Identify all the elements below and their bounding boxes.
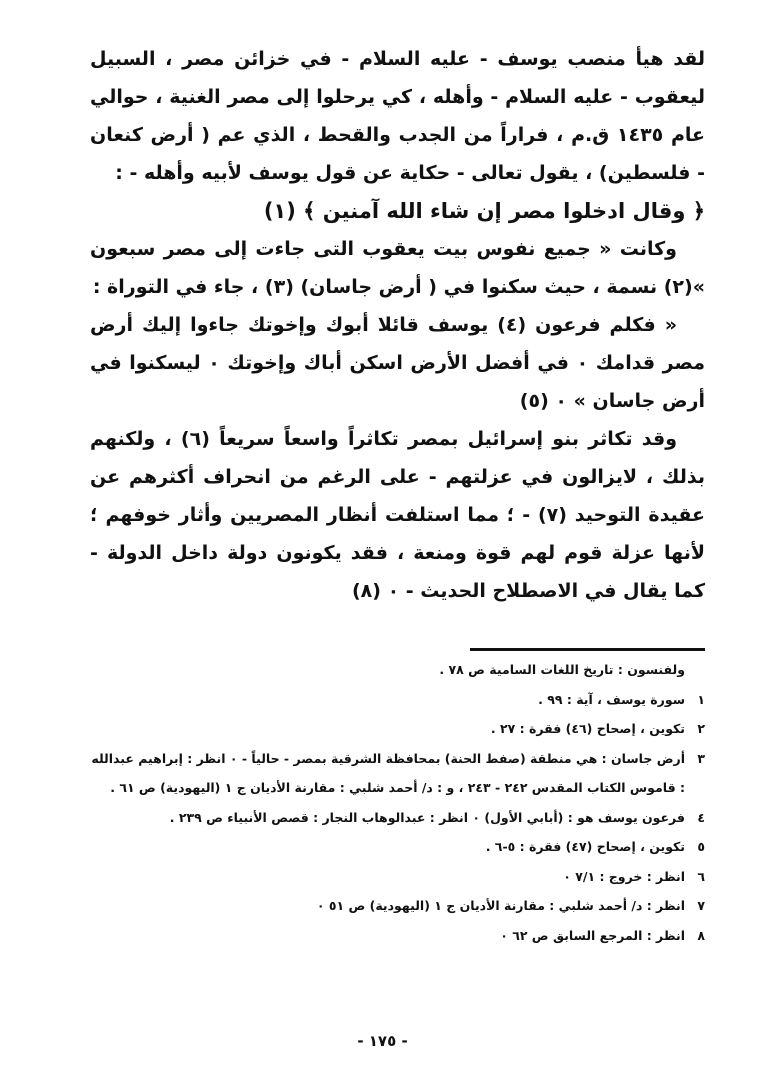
- footnote-item: [90, 832, 705, 862]
- paragraph-4: وقد تكاثر بنو إسرائيل بمصر تكاثراً واسعاً سريعاً (٦) ، ولكنهم بذلك ، لايزالون في عزلتهم - على الرغم من انحراف أكثرهم عن عقيدة التوحيد (٧) - ؛ مما استلفت أنظار المصريين وأثار خوفهم ؛ لأنها عزلة قوم لهم قوة ومنعة ، فقد يكونون دولة داخل الدولة - كما يقال في الاصطلاح الحديث - ٠ (٨): [90, 428, 705, 602]
- page-number: - ١٧٥ -: [357, 1032, 408, 1050]
- footnote-carry-over: ولفنسون : تاريخ اللغات السامية ص ٧٨ .: [439, 662, 685, 677]
- footnote-text: انظر : المرجع السابق ص ٦٢ ٠: [500, 927, 685, 943]
- quran-verse: ﴿ وقال ادخلوا مصر إن شاء الله آمنين ﴾ (١): [263, 199, 705, 223]
- footnote-number: ٨: [697, 927, 705, 943]
- footnote-number: ٢: [697, 721, 705, 736]
- footnote-text: انظر : د/ أحمد شلبي : مقارنة الأديان ج ١ (اليهودية) ص ٥١ ٠: [316, 898, 685, 913]
- footnote-item: [90, 921, 705, 951]
- footnote-number: ٤: [697, 809, 705, 825]
- footnote-separator: [470, 648, 705, 651]
- footnote-item: [90, 744, 705, 803]
- footnote-text: تكوين ، إصحاح (٤٧) فقرة : ٥-٦ .: [485, 839, 685, 854]
- footnote-number: ٦: [697, 868, 705, 884]
- footnotes: [90, 655, 705, 950]
- footnote-number: ٧: [697, 898, 705, 913]
- footnote-item: [90, 685, 705, 715]
- paragraph-2: وكانت « جميع نفوس بيت يعقوب التى جاءت إلى مصر سبعون »(٢) نسمة ، حيث سكنوا في ( أرض جاسان) (٣) ، جاء في التوراة :: [90, 238, 705, 298]
- footnote-text: انظر : خروج : ٧/١ ٠: [563, 868, 685, 884]
- paragraph-1: لقد هيأ منصب يوسف - عليه السلام - في خزائن مصر ، السبيل ليعقوب - عليه السلام - وأهله ، كي يرحلوا إلى مصر الغنية ، حوالي عام ١٤٣٥ ق.م ، فراراً من الجدب والقحط ، الذي عم ( أرض كنعان - فلسطين) ، يقول تعالى - حكاية عن قول يوسف لأبيه وأهله - :: [90, 48, 705, 184]
- footnote-number: ١: [697, 691, 705, 707]
- footnote-item: [90, 803, 705, 833]
- paragraph-3: « فكلم فرعون (٤) يوسف قائلا أبوك وإخوتك جاءوا إليك أرض مصر قدامك ٠ في أفضل الأرض اسكن أباك وإخوتك ٠ ليسكنوا في أرض جاسان » ٠ (٥): [90, 314, 705, 412]
- footnote-number: ٣: [697, 750, 705, 766]
- main-text: [90, 40, 705, 610]
- footnote-text: تكوين ، إصحاح (٤٦) فقرة : ٢٧ .: [490, 721, 685, 736]
- footnote-text: أرض جاسان : هي منطقة (صفط الحنة) بمحافظة الشرقية بمصر - حالياً - ٠ انظر : إبراهيم عبدالله : قاموس الكتاب المقدس ٢٤٢ - ٢٤٣ ، و : د/ أحمد شلبي : مقارنة الأديان ج ١ (اليهودية) ص ٦١ .: [91, 750, 685, 795]
- footnote-number: ٥: [697, 839, 705, 854]
- footnote-text: سورة يوسف ، آية : ٩٩ .: [538, 691, 685, 707]
- footnote-item: [90, 714, 705, 744]
- footnote-item: [90, 891, 705, 921]
- footnote-text: فرعون يوسف هو : (أبابي الأول) ٠ انظر : عبدالوهاب النجار : قصص الأنبياء ص ٢٣٩ .: [169, 809, 685, 825]
- footnote-item: [90, 862, 705, 892]
